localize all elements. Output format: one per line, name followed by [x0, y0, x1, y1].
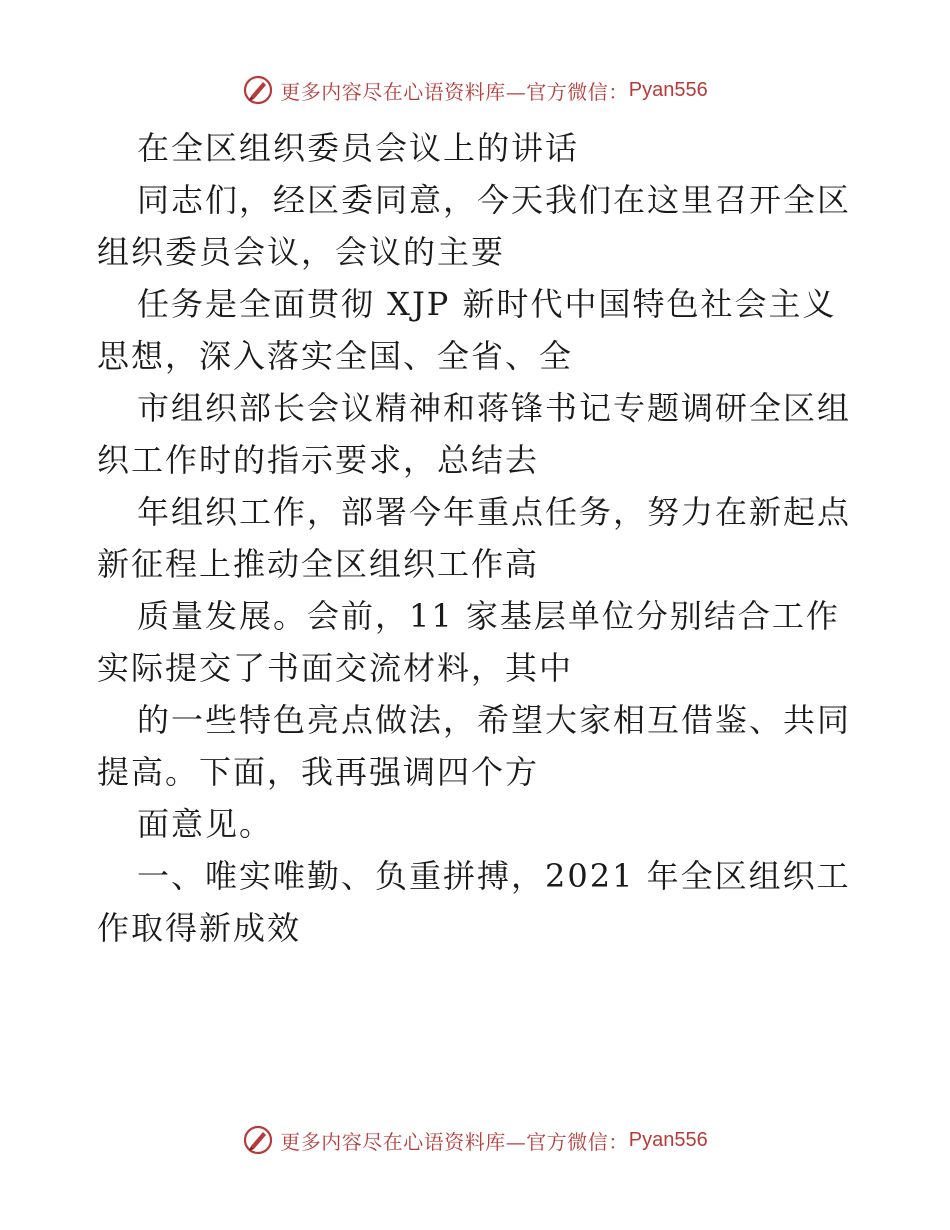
header-watermark: [0, 72, 950, 108]
text-line: 年组织工作，部署今年重点任务，努力在新起点: [137, 493, 852, 531]
footer-watermark: [0, 1122, 950, 1158]
watermark-wechat-id: Pyan556: [628, 1128, 708, 1151]
text-line: 面意见。: [137, 805, 274, 843]
document-title: 在全区组织委员会议上的讲话: [137, 129, 580, 167]
text-line: 思想，深入落实全国、全省、全: [97, 337, 574, 375]
text-line: 织工作时的指示要求，总结去: [97, 441, 540, 479]
text-line: 同志们，经区委同意，今天我们在这里召开全区: [137, 181, 852, 219]
text-line: 提高。下面，我再强调四个方: [97, 753, 540, 791]
document-body: [97, 122, 857, 954]
text-line: 的一些特色亮点做法，希望大家相互借鉴、共同: [137, 701, 852, 739]
text-line: 作取得新成效: [97, 909, 302, 947]
watermark-text: 更多内容尽在心语资料库—官方微信：: [280, 1129, 629, 1154]
text-line: 任务是全面贯彻 XJP 新时代中国特色社会主义: [137, 285, 837, 323]
text-line: 实际提交了书面交流材料，其中: [97, 649, 574, 687]
watermark-wechat-id: Pyan556: [628, 78, 708, 101]
text-line: 质量发展。会前，11 家基层单位分别结合工作: [137, 597, 840, 635]
text-line: 市组织部长会议精神和蒋锋书记专题调研全区组: [137, 389, 852, 427]
text-line: 新征程上推动全区组织工作高: [97, 545, 540, 583]
watermark-text: 更多内容尽在心语资料库—官方微信：: [280, 79, 629, 104]
pen-logo-icon: [242, 1124, 274, 1156]
text-line: 一、唯实唯勤、负重拼搏，2021 年全区组织工: [137, 857, 851, 895]
text-line: 组织委员会议，会议的主要: [97, 233, 506, 271]
pen-logo-icon: [242, 74, 274, 106]
